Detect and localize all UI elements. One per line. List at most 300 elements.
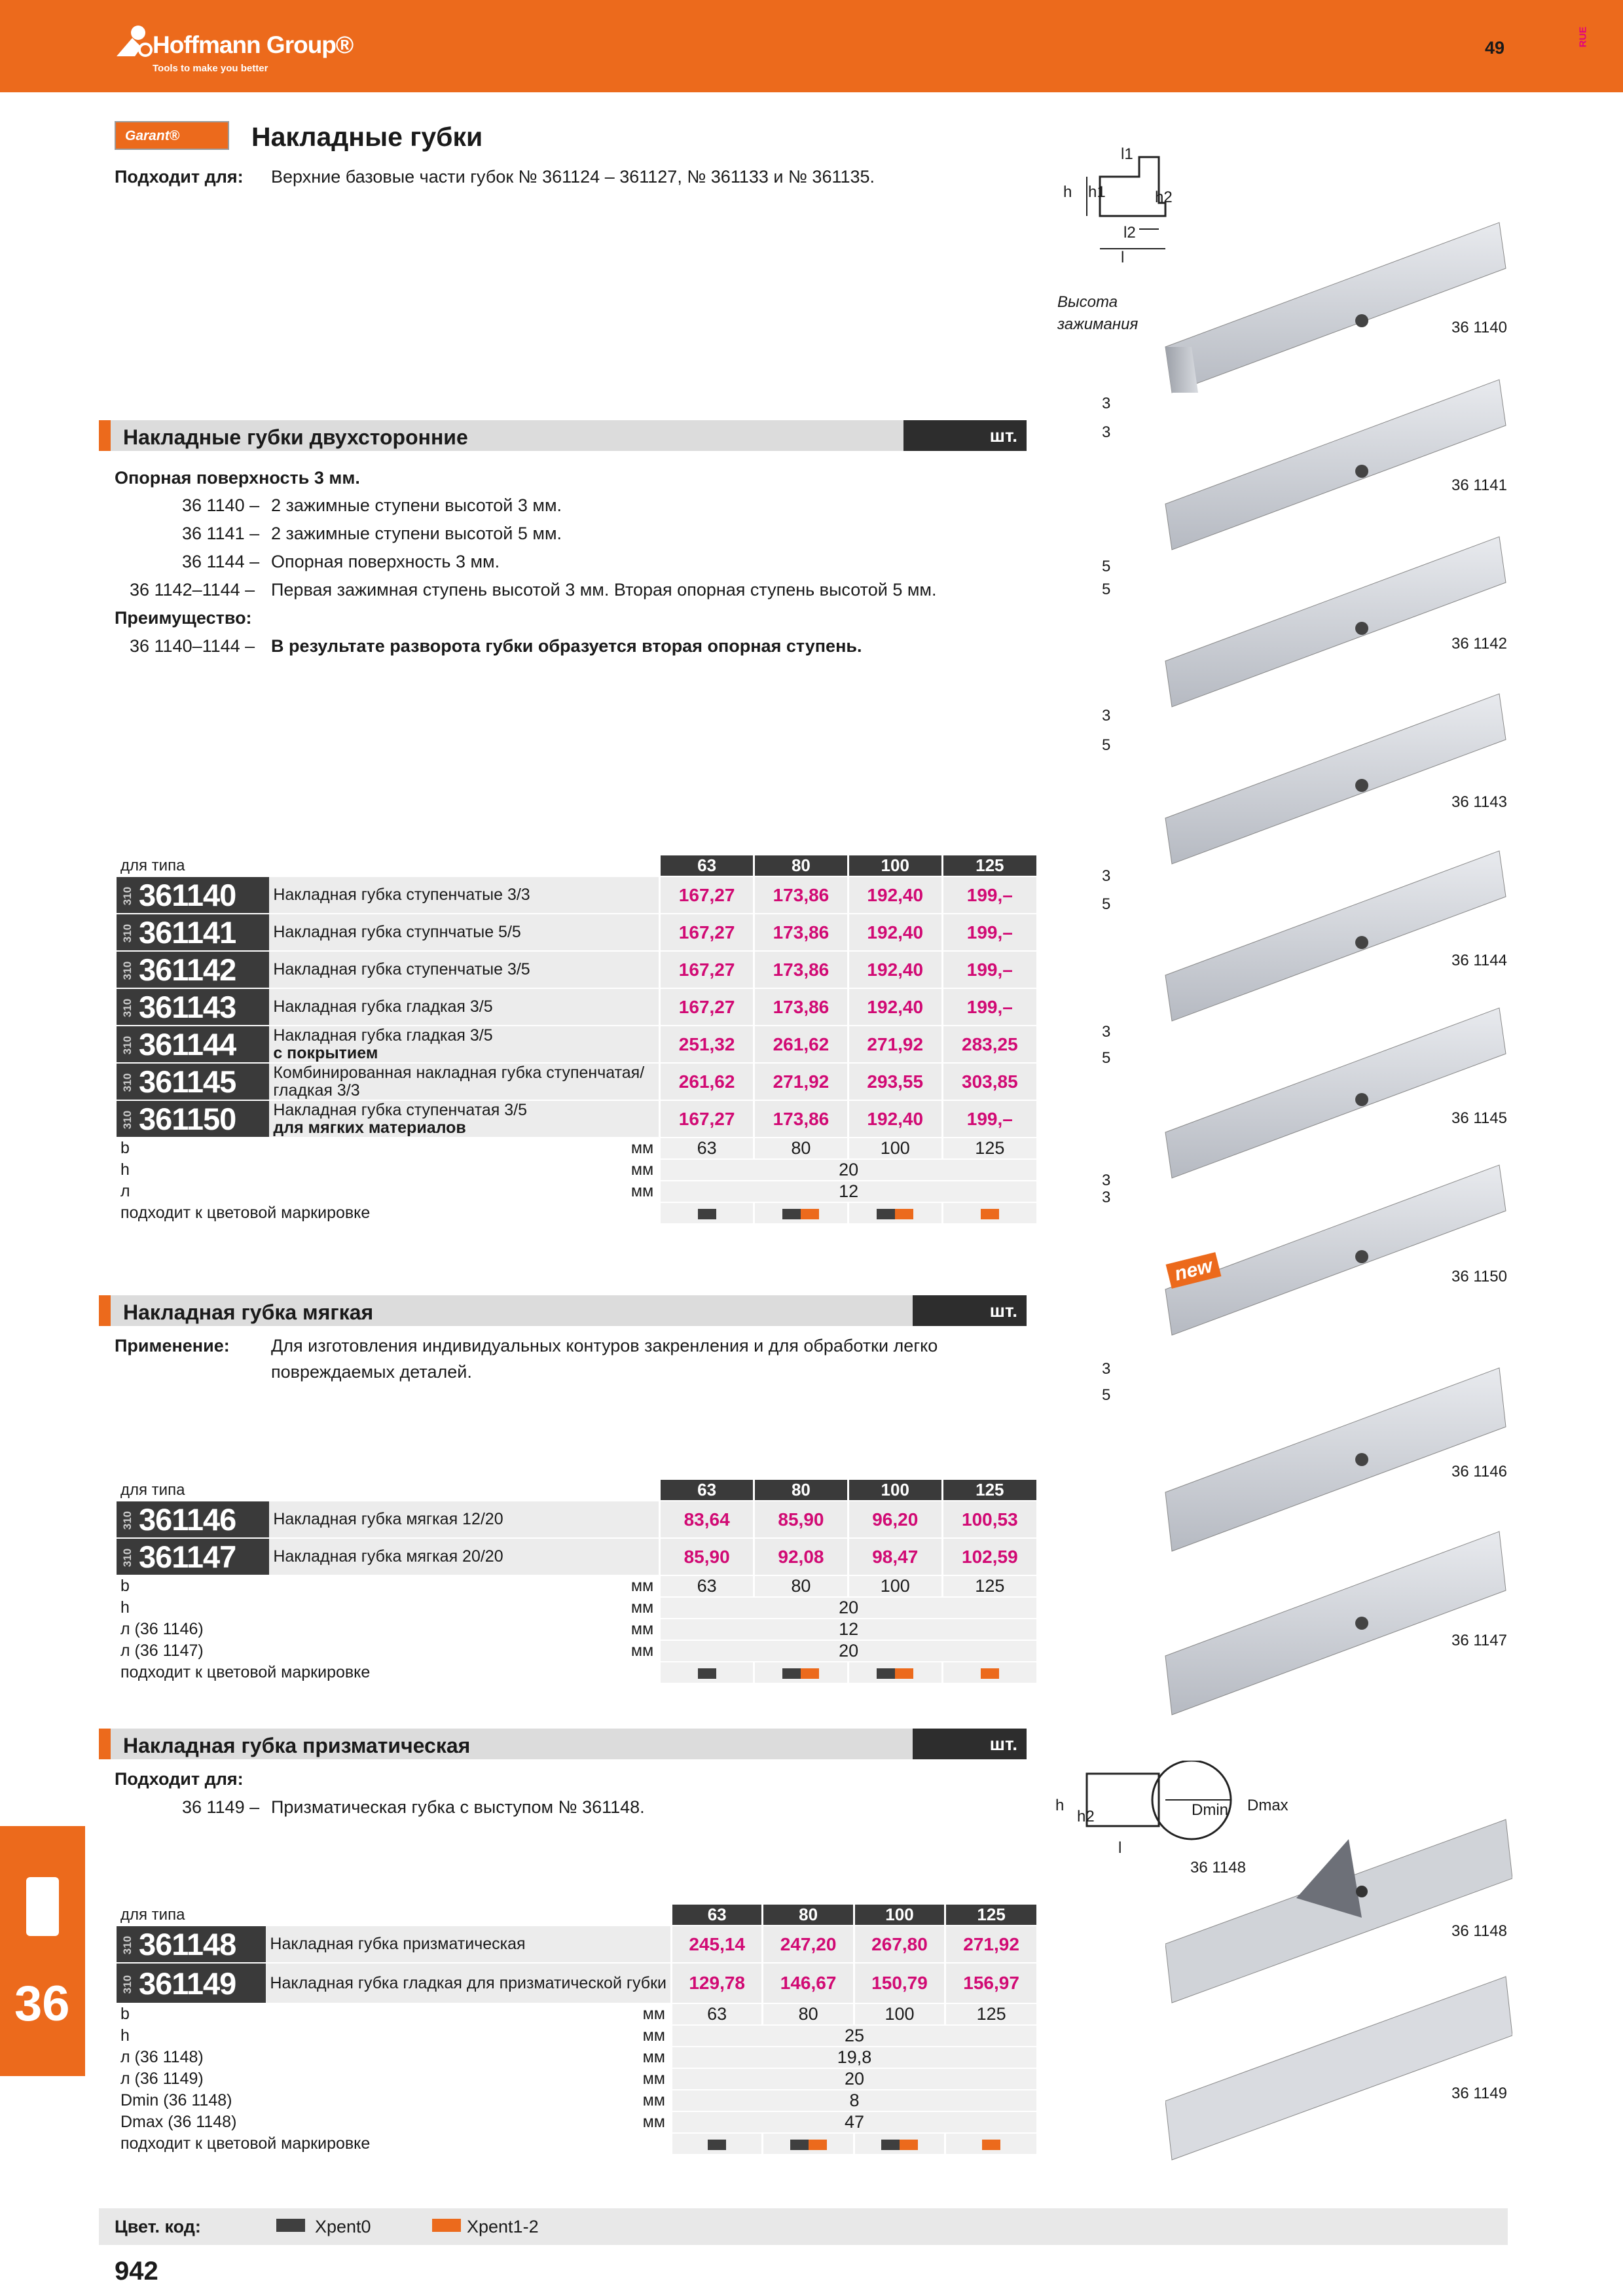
article-number: 361145 (139, 1064, 236, 1099)
step-mark: 3 (1102, 1360, 1111, 1378)
diagram-label: l (1121, 249, 1125, 266)
price-cell: 167,27 (660, 988, 754, 1026)
size-header: 100 (848, 1480, 942, 1501)
color-code-label: подходит к цветовой маркировке (117, 1202, 660, 1224)
section-bar-soft (99, 1295, 1027, 1326)
step-mark: 3 (1102, 707, 1111, 725)
price-cell: 192,40 (848, 988, 942, 1026)
price-cell: 303,85 (942, 1063, 1036, 1100)
unit-label: шт. (913, 1295, 1027, 1326)
spec-key: h (117, 1159, 269, 1181)
price-cell: 245,14 (671, 1926, 762, 1963)
spec-value: 20 (671, 2068, 1036, 2090)
step-mark: 5 (1102, 1049, 1111, 1067)
article-number: 361144 (139, 1027, 236, 1062)
spec-value: 125 (942, 1575, 1036, 1597)
color-code-cell (660, 1202, 754, 1224)
article-cell (117, 988, 269, 1026)
spec-unit: мм (269, 1575, 659, 1597)
size-header: 125 (942, 855, 1036, 876)
unit-label: шт. (903, 420, 1027, 451)
page-title: Накладные губки (251, 122, 483, 152)
diagram-label: Dmax (1247, 1797, 1288, 1814)
image-label: 36 1148 (1451, 1922, 1507, 1940)
color-code-cell (945, 2133, 1036, 2155)
product-description: Накладная губка ступенчатые 3/5 (269, 951, 659, 988)
jaw-361150-image (1165, 1165, 1506, 1335)
spec-row (117, 1597, 1036, 1619)
side-code: RUE (1577, 26, 1589, 48)
article-prefix: 310 (121, 1035, 134, 1055)
article-cell (117, 1501, 269, 1538)
spec-row (117, 1138, 1036, 1159)
note-code: 36 1144 – (182, 552, 260, 571)
chapter-side-tab (0, 1826, 85, 2076)
step-mark: 5 (1102, 558, 1111, 575)
image-label: 36 1144 (1451, 952, 1507, 969)
price-cell: 96,20 (848, 1501, 942, 1538)
spec-value: 12 (660, 1181, 1036, 1202)
spec-row (117, 1159, 1036, 1181)
section-title: Накладная губка мягкая (123, 1300, 374, 1324)
legend-item: Xpent1-2 (467, 2217, 539, 2236)
legend-label: Цвет. код: (115, 2217, 201, 2236)
price-cell: 167,27 (660, 951, 754, 988)
support-text: Опорная поверхность 3 мм. (115, 468, 360, 488)
price-cell: 92,08 (754, 1538, 848, 1575)
description-line-bold: для мягких материалов (273, 1118, 466, 1137)
size-header: 80 (763, 1905, 854, 1926)
spec-key: b (117, 2003, 266, 2025)
advantage-code: 36 1140–1144 – (130, 636, 255, 656)
price-cell: 199,– (942, 876, 1036, 914)
description-line-bold: с покрытием (273, 1043, 378, 1062)
color-code-cell (942, 1202, 1036, 1224)
table-row (117, 1063, 1036, 1100)
jaw-361149-image (1165, 1970, 1512, 2166)
product-description: Накладная губка ступенчатые 3/3 (269, 876, 659, 914)
spec-key: л (117, 1181, 269, 1202)
section-accent (99, 1729, 111, 1759)
advantage-text: В результате разворота губки образуется вторая опорная ступень. (271, 636, 862, 656)
size-header: 80 (754, 1480, 848, 1501)
step-mark: 3 (1102, 1172, 1111, 1189)
color-swatch-orange (895, 1209, 913, 1219)
type-label: для типа (117, 855, 660, 876)
spec-row (117, 2068, 1036, 2090)
note-text: Призматическая губка с выступом № 361148. (271, 1797, 645, 1817)
article-cell (117, 951, 269, 988)
color-swatch-orange (982, 2140, 1000, 2150)
spec-value: 20 (660, 1640, 1036, 1662)
spec-unit: мм (269, 1597, 659, 1619)
image-label: 36 1149 (1451, 2085, 1507, 2102)
article-prefix: 310 (121, 886, 134, 906)
color-code-cell (671, 2133, 762, 2155)
color-swatch-orange (801, 1209, 819, 1219)
spec-value: 125 (945, 2003, 1036, 2025)
spec-value: 47 (671, 2111, 1036, 2133)
product-description (269, 1100, 659, 1138)
article-cell (117, 914, 269, 951)
price-cell: 283,25 (942, 1026, 1036, 1063)
new-badge: new (1166, 1252, 1222, 1289)
size-header: 80 (754, 855, 848, 876)
price-cell: 199,– (942, 914, 1036, 951)
spec-unit: мм (269, 1138, 659, 1159)
price-cell: 192,40 (848, 876, 942, 914)
step-mark: 3 (1102, 395, 1111, 412)
article-prefix: 310 (121, 1073, 134, 1092)
product-images (1159, 196, 1512, 1846)
spec-key: Dmin (36 1148) (117, 2090, 266, 2111)
spec-unit: мм (266, 2025, 671, 2047)
spec-key: л (36 1149) (117, 2068, 266, 2090)
diagram-label: h (1055, 1797, 1065, 1814)
article-prefix: 310 (121, 1548, 134, 1568)
price-cell: 293,55 (848, 1063, 942, 1100)
spec-unit: мм (269, 1640, 659, 1662)
price-cell: 167,27 (660, 1100, 754, 1138)
table-row (117, 1926, 1036, 1963)
article-number: 361143 (139, 990, 236, 1024)
image-label: 36 1150 (1451, 1268, 1507, 1285)
section-accent (99, 420, 111, 451)
article-prefix: 310 (121, 1935, 134, 1955)
note-text: Первая зажимная ступень высотой 3 мм. Вторая опорная ступень высотой 5 мм. (271, 580, 937, 600)
color-code-cell (763, 2133, 854, 2155)
price-cell: 129,78 (671, 1963, 762, 2003)
price-cell: 271,92 (754, 1063, 848, 1100)
note-code: 36 1141 – (182, 524, 260, 543)
table-row (117, 951, 1036, 988)
article-prefix: 310 (121, 924, 134, 943)
price-cell: 173,86 (754, 876, 848, 914)
jaw-361144-image (1165, 851, 1506, 1021)
spec-row (117, 1640, 1036, 1662)
article-number: 361150 (139, 1102, 236, 1136)
vise-icon (26, 1877, 59, 1936)
diagram-label: h2 (1077, 1808, 1095, 1825)
clamp-height-label: зажимания (1057, 315, 1139, 333)
description-line: Комбинированная накладная губка ступенчатая/ (273, 1064, 645, 1083)
spec-value: 63 (660, 1575, 754, 1597)
spec-key: л (36 1146) (117, 1619, 269, 1640)
price-cell: 267,80 (854, 1926, 945, 1963)
diagram-label: h1 (1088, 183, 1106, 201)
image-label: 36 1142 (1451, 635, 1507, 653)
diagram-label: l1 (1121, 145, 1133, 163)
spec-value: 125 (942, 1138, 1036, 1159)
note-text: 2 зажимные ступени высотой 3 мм. (271, 495, 562, 515)
article-number: 361147 (139, 1539, 236, 1574)
price-cell: 150,79 (854, 1963, 945, 2003)
spec-value: 100 (854, 2003, 945, 2025)
application-text: повреждаемых деталей. (271, 1362, 472, 1382)
spec-key: h (117, 1597, 269, 1619)
spec-key: h (117, 2025, 266, 2047)
spec-key: b (117, 1138, 269, 1159)
spec-key: Dmax (36 1148) (117, 2111, 266, 2133)
logo-text: Hoffmann Group® (153, 31, 354, 58)
step-mark: 3 (1102, 423, 1111, 441)
price-cell: 251,32 (660, 1026, 754, 1063)
color-code-legend (99, 2208, 1508, 2245)
spec-value: 25 (671, 2025, 1036, 2047)
table-row (117, 1100, 1036, 1138)
spec-unit: мм (269, 1181, 659, 1202)
product-description (269, 1026, 659, 1063)
section-accent (99, 1295, 111, 1326)
article-prefix: 310 (121, 998, 134, 1018)
article-number: 361140 (139, 878, 236, 912)
jaw-361140-image (1165, 223, 1506, 393)
spec-row (117, 1619, 1036, 1640)
step-mark: 5 (1102, 1386, 1111, 1404)
price-cell: 173,86 (754, 951, 848, 988)
article-number: 361148 (139, 1927, 236, 1962)
page-number-top: 49 (1485, 38, 1505, 58)
table-row (117, 1501, 1036, 1538)
color-code-label: подходит к цветовой маркировке (117, 1662, 660, 1683)
jaw-361141-image (1165, 380, 1506, 550)
advantage-label: Преимущество: (115, 608, 252, 628)
spec-unit: мм (266, 2003, 671, 2025)
price-table-prismatic (117, 1905, 1036, 2155)
article-cell (117, 1026, 269, 1063)
unit-label: шт. (913, 1729, 1027, 1759)
product-description: Накладная губка гладкая для призматической губки (266, 1963, 671, 2003)
article-prefix: 310 (121, 1110, 134, 1130)
price-cell: 85,90 (660, 1538, 754, 1575)
jaw-361143-image (1165, 694, 1506, 864)
size-header: 125 (945, 1905, 1036, 1926)
section-bar-prismatic (99, 1729, 1027, 1759)
size-header: 100 (854, 1905, 945, 1926)
application-text: Для изготовления индивидуальных контуров закренления и для обработки легко (271, 1336, 938, 1355)
step-mark: 3 (1102, 1189, 1111, 1206)
spec-value: 100 (848, 1575, 942, 1597)
legend-swatch-orange (432, 2219, 461, 2232)
color-swatch-dark (708, 2140, 726, 2150)
color-code-cell (754, 1202, 848, 1224)
image-label: 36 1141 (1451, 476, 1507, 494)
fits-label: Подходит для: (115, 1769, 244, 1789)
price-cell: 167,27 (660, 914, 754, 951)
color-code-row (117, 1662, 1036, 1683)
table-row (117, 876, 1036, 914)
price-cell: 167,27 (660, 876, 754, 914)
price-cell: 173,86 (754, 1100, 848, 1138)
note-code: 36 1149 – (182, 1797, 260, 1817)
price-cell: 271,92 (848, 1026, 942, 1063)
color-code-cell (660, 1662, 754, 1683)
spec-value: 80 (754, 1575, 848, 1597)
color-swatch-dark (877, 1668, 895, 1679)
color-swatch-orange (981, 1209, 999, 1219)
size-header: 63 (660, 855, 754, 876)
spec-value: 63 (671, 2003, 762, 2025)
price-cell: 199,– (942, 988, 1036, 1026)
price-cell: 271,92 (945, 1926, 1036, 1963)
step-mark: 5 (1102, 581, 1111, 598)
table-row (117, 1026, 1036, 1063)
color-swatch-orange (809, 2140, 827, 2150)
diagram-label: h2 (1155, 188, 1173, 206)
fits-text: Верхние базовые части губок № 361124 – 361127, № 361133 и № 361135. (271, 167, 875, 187)
image-label: 36 1147 (1451, 1632, 1507, 1649)
note-text: 2 зажимные ступени высотой 5 мм. (271, 524, 562, 543)
price-cell: 100,53 (942, 1501, 1036, 1538)
spec-row (117, 2090, 1036, 2111)
note-code: 36 1140 – (182, 495, 260, 515)
step-mark: 5 (1102, 895, 1111, 913)
price-table-soft (117, 1480, 1036, 1684)
garant-brand-logo: Garant® (115, 121, 229, 150)
diagram-label: h (1063, 183, 1072, 201)
jaw-361145-image (1165, 1008, 1506, 1178)
spec-row (117, 2025, 1036, 2047)
article-number: 361146 (139, 1502, 236, 1537)
diagram-label: Dmin (1192, 1801, 1229, 1819)
spec-value: 20 (660, 1597, 1036, 1619)
spec-value: 100 (848, 1138, 942, 1159)
size-header: 125 (942, 1480, 1036, 1501)
spec-unit: мм (269, 1619, 659, 1640)
color-code-cell (848, 1662, 942, 1683)
color-swatch-dark (881, 2140, 900, 2150)
type-label: для типа (117, 1905, 671, 1926)
header-bar (0, 0, 1623, 92)
spec-value: 63 (660, 1138, 754, 1159)
spec-key: л (36 1147) (117, 1640, 269, 1662)
note-code: 36 1142–1144 – (130, 580, 255, 600)
color-swatch-dark (782, 1668, 801, 1679)
product-description: Накладная губка мягкая 12/20 (269, 1501, 659, 1538)
product-description: Накладная губка мягкая 20/20 (269, 1538, 659, 1575)
spec-row (117, 1181, 1036, 1202)
color-code-cell (854, 2133, 945, 2155)
legend-item: Xpent0 (315, 2217, 371, 2236)
chapter-number: 36 (14, 1976, 70, 2032)
product-description: Накладная губка гладкая 3/5 (269, 988, 659, 1026)
color-swatch-dark (698, 1668, 716, 1679)
color-swatch-dark (877, 1209, 895, 1219)
diagram-label: l2 (1123, 224, 1136, 242)
article-prefix: 310 (121, 1511, 134, 1530)
color-code-row (117, 2133, 1036, 2155)
price-cell: 98,47 (848, 1538, 942, 1575)
article-number: 361149 (139, 1965, 236, 2001)
article-cell (117, 1100, 269, 1138)
image-label: 36 1146 (1451, 1463, 1507, 1480)
spec-unit: мм (266, 2090, 671, 2111)
price-cell: 192,40 (848, 914, 942, 951)
image-label: 36 1143 (1451, 793, 1507, 811)
price-table-double-sided (117, 855, 1036, 1225)
step-mark: 3 (1102, 867, 1111, 885)
spec-value: 12 (660, 1619, 1036, 1640)
spec-key: л (36 1148) (117, 2047, 266, 2068)
table-row (117, 1963, 1036, 2003)
spec-row (117, 1575, 1036, 1597)
color-swatch-dark (698, 1209, 716, 1219)
spec-value: 80 (763, 2003, 854, 2025)
price-cell: 261,62 (754, 1026, 848, 1063)
size-header: 63 (671, 1905, 762, 1926)
article-number: 361142 (139, 952, 236, 987)
type-label: для типа (117, 1480, 660, 1501)
section-title: Накладные губки двухсторонние (123, 425, 468, 449)
product-description (269, 1063, 659, 1100)
price-cell: 83,64 (660, 1501, 754, 1538)
spec-value: 20 (660, 1159, 1036, 1181)
color-code-cell (754, 1662, 848, 1683)
color-code-cell (848, 1202, 942, 1224)
section-bar-double-sided (99, 420, 1027, 451)
spec-value: 80 (754, 1138, 848, 1159)
spec-row (117, 2111, 1036, 2133)
article-cell (117, 876, 269, 914)
step-mark: 5 (1102, 736, 1111, 754)
price-cell: 156,97 (945, 1963, 1036, 2003)
color-code-label: подходит к цветовой маркировке (117, 2133, 671, 2155)
step-mark: 3 (1102, 1023, 1111, 1041)
legend-swatch-dark (276, 2219, 305, 2232)
price-cell: 146,67 (763, 1963, 854, 2003)
price-cell: 173,86 (754, 914, 848, 951)
spec-row (117, 2003, 1036, 2025)
spec-value: 19,8 (671, 2047, 1036, 2068)
color-swatch-orange (981, 1668, 999, 1679)
table-row (117, 988, 1036, 1026)
spec-unit: мм (266, 2068, 671, 2090)
price-cell: 192,40 (848, 951, 942, 988)
color-swatch-dark (782, 1209, 801, 1219)
price-cell: 192,40 (848, 1100, 942, 1138)
article-prefix: 310 (121, 961, 134, 980)
logo-tagline: Tools to make you better (153, 63, 268, 74)
price-cell: 261,62 (660, 1063, 754, 1100)
fits-label: Подходит для: (115, 167, 244, 187)
note-text: Опорная поверхность 3 мм. (271, 552, 500, 571)
product-description: Накладная губка ступнчатые 5/5 (269, 914, 659, 951)
article-number: 361141 (139, 915, 236, 950)
application-label: Применение: (115, 1336, 230, 1355)
spec-unit: мм (266, 2047, 671, 2068)
price-cell: 247,20 (763, 1926, 854, 1963)
jaw-361146-image (1165, 1368, 1506, 1551)
article-cell (117, 1538, 269, 1575)
table-row (117, 1538, 1036, 1575)
section-title: Накладная губка призматическая (123, 1734, 471, 1757)
image-label: 36 1148 (1190, 1859, 1246, 1876)
article-cell (117, 1063, 269, 1100)
page-number-bottom: 942 (115, 2257, 158, 2286)
color-swatch-dark (790, 2140, 809, 2150)
price-cell: 102,59 (942, 1538, 1036, 1575)
size-header: 100 (848, 855, 942, 876)
price-cell: 199,– (942, 1100, 1036, 1138)
color-swatch-orange (801, 1668, 819, 1679)
color-swatch-orange (895, 1668, 913, 1679)
size-header: 63 (660, 1480, 754, 1501)
hoffmann-logo-icon (115, 24, 153, 58)
spec-unit: мм (266, 2111, 671, 2133)
clamp-height-label: Высота (1057, 293, 1118, 311)
diagram-label: l (1118, 1839, 1122, 1857)
spec-key: b (117, 1575, 269, 1597)
